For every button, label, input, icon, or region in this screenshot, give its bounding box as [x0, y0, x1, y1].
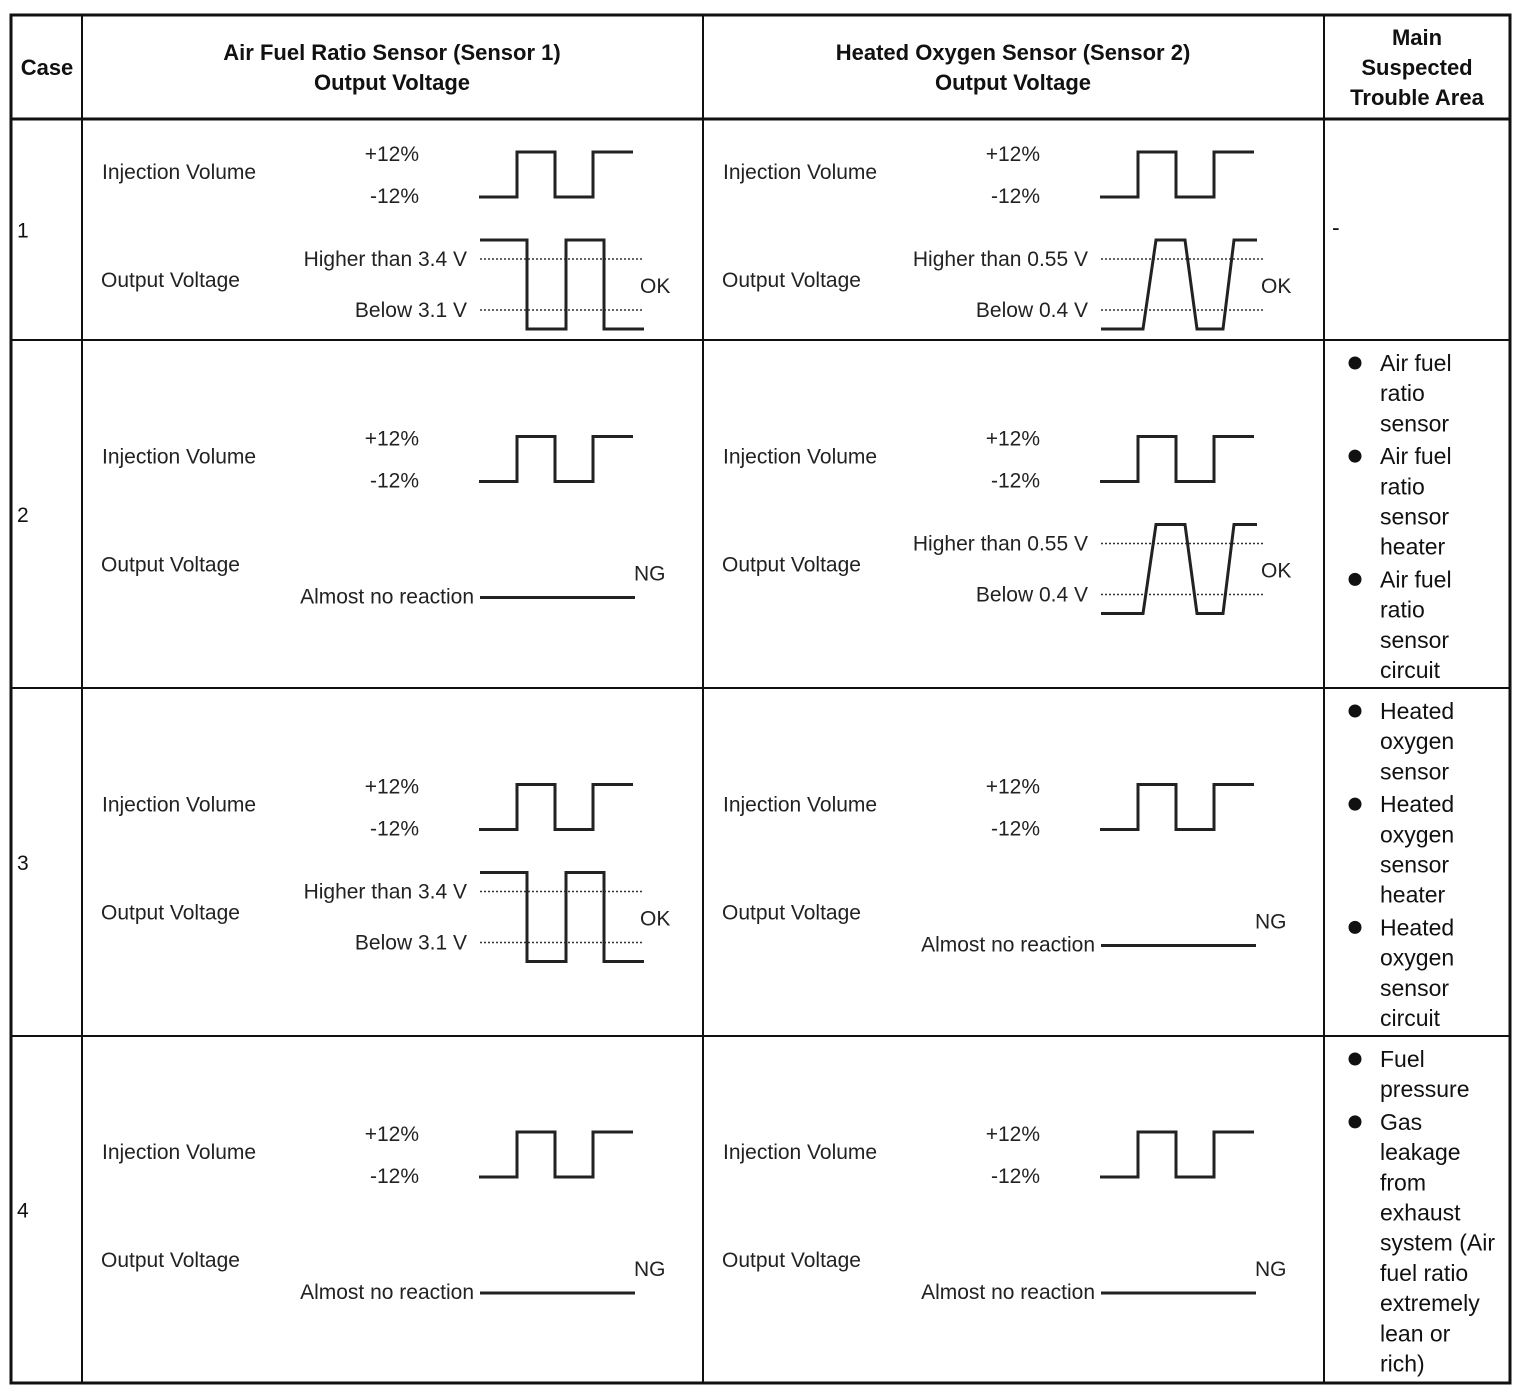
- table-body: [17, 143, 1495, 1377]
- trouble-area-item: sensor: [1380, 626, 1450, 653]
- trouble-area-item: Air fuel: [1380, 350, 1452, 376]
- injection-minus-label: -12%: [369, 1165, 419, 1188]
- output-voltage-label: Output Voltage: [101, 901, 240, 925]
- trouble-area-item: ratio: [1380, 380, 1425, 407]
- result-status: OK: [1261, 275, 1292, 298]
- injection-volume-label: Injection Volume: [723, 161, 878, 184]
- output-voltage-label: Output Voltage: [722, 901, 861, 925]
- voltage-low-threshold-label: Below 0.4 V: [975, 299, 1088, 322]
- trouble-area-item: Heated: [1380, 791, 1455, 818]
- voltage-high-threshold-label: Higher than 3.4 V: [303, 248, 467, 271]
- trouble-area-item: system (Air: [1380, 1229, 1495, 1256]
- result-status: NG: [1255, 1258, 1287, 1281]
- sensor1-panel: [101, 143, 670, 329]
- injection-waveform: [1100, 437, 1254, 482]
- trouble-area-item: exhaust: [1380, 1199, 1461, 1226]
- trouble-area-item: fuel ratio: [1380, 1259, 1469, 1286]
- result-status: NG: [634, 562, 666, 586]
- injection-waveform: [1100, 152, 1254, 197]
- output-voltage-waveform: [480, 240, 644, 329]
- injection-minus-label: -12%: [369, 185, 419, 208]
- injection-minus-label: -12%: [990, 1165, 1040, 1188]
- output-voltage-label: Output Voltage: [101, 553, 240, 577]
- output-voltage-label: Output Voltage: [722, 553, 861, 577]
- trouble-area-item: ratio: [1380, 596, 1425, 623]
- result-status: OK: [640, 275, 671, 298]
- header-case: Case: [20, 55, 74, 80]
- trouble-area-item: sensor: [1380, 503, 1450, 530]
- almost-no-reaction-label: Almost no reaction: [921, 933, 1095, 957]
- trouble-area-item: Air fuel: [1380, 443, 1452, 470]
- injection-waveform: [479, 1132, 633, 1177]
- injection-waveform: [479, 437, 633, 482]
- injection-minus-label: -12%: [990, 185, 1040, 208]
- trouble-area-item: sensor: [1380, 974, 1450, 1001]
- trouble-area-item: sensor: [1380, 851, 1450, 878]
- injection-waveform: [479, 785, 633, 830]
- voltage-high-threshold-label: Higher than 0.55 V: [912, 532, 1088, 556]
- trouble-area-item: circuit: [1380, 1005, 1441, 1031]
- bullet-icon: [1349, 450, 1362, 463]
- injection-plus-label: +12%: [985, 143, 1040, 166]
- trouble-area-item: Gas: [1380, 1108, 1423, 1135]
- bullet-icon: [1349, 798, 1362, 811]
- injection-plus-label: +12%: [985, 775, 1040, 799]
- result-status: OK: [640, 907, 671, 931]
- trouble-area-item: Heated: [1380, 914, 1455, 941]
- output-voltage-waveform: [1101, 525, 1257, 614]
- injection-minus-label: -12%: [369, 469, 419, 493]
- almost-no-reaction-label: Almost no reaction: [300, 585, 474, 609]
- header-sensor1-subtitle: Output Voltage: [313, 70, 471, 95]
- trouble-area-item: Fuel: [1380, 1046, 1425, 1072]
- injection-minus-label: -12%: [990, 469, 1040, 493]
- trouble-area-item: lean or: [1380, 1320, 1451, 1347]
- voltage-low-threshold-label: Below 3.1 V: [354, 299, 467, 322]
- injection-waveform: [479, 152, 633, 197]
- almost-no-reaction-label: Almost no reaction: [921, 1281, 1095, 1304]
- bullet-icon: [1349, 1053, 1362, 1066]
- header-sensor2-title: Heated Oxygen Sensor (Sensor 2): [835, 40, 1191, 65]
- injection-plus-label: +12%: [364, 1123, 419, 1146]
- bullet-icon: [1349, 705, 1362, 718]
- almost-no-reaction-label: Almost no reaction: [300, 1281, 474, 1304]
- case-number: 3: [17, 852, 29, 875]
- trouble-area-item: oxygen: [1380, 821, 1455, 848]
- output-voltage-label: Output Voltage: [101, 269, 240, 292]
- sensor1-panel: [101, 1123, 666, 1304]
- trouble-area-item: ratio: [1380, 473, 1425, 500]
- injection-volume-label: Injection Volume: [723, 793, 878, 817]
- table-grid: [11, 15, 1510, 1383]
- injection-volume-label: Injection Volume: [723, 1141, 878, 1164]
- trouble-area-item: leakage: [1380, 1139, 1461, 1166]
- trouble-area-item: oxygen: [1380, 728, 1455, 755]
- bullet-icon: [1349, 573, 1362, 586]
- sensor1-panel: [101, 428, 666, 609]
- injection-volume-label: Injection Volume: [102, 161, 257, 184]
- sensor2-panel: [722, 143, 1291, 329]
- case-number: 2: [17, 504, 29, 527]
- trouble-area-item: heater: [1380, 533, 1446, 560]
- injection-volume-label: Injection Volume: [102, 793, 257, 817]
- output-voltage-label: Output Voltage: [101, 1249, 240, 1272]
- trouble-area-item: Air fuel: [1380, 566, 1452, 593]
- trouble-area-item: Heated: [1380, 698, 1455, 724]
- trouble-area-item: heater: [1380, 881, 1446, 908]
- voltage-high-threshold-label: Higher than 3.4 V: [303, 880, 467, 904]
- voltage-low-threshold-label: Below 3.1 V: [354, 931, 467, 955]
- output-voltage-label: Output Voltage: [722, 1249, 861, 1272]
- trouble-area-item: extremely: [1380, 1290, 1480, 1317]
- trouble-area-item: pressure: [1380, 1076, 1470, 1103]
- injection-volume-label: Injection Volume: [102, 445, 257, 469]
- sensor1-panel: [101, 776, 670, 962]
- output-voltage-waveform: [1101, 240, 1257, 329]
- header-trouble-line2: Suspected: [1361, 55, 1473, 80]
- trouble-area-item: circuit: [1380, 657, 1441, 683]
- trouble-area-item: rich): [1380, 1350, 1425, 1377]
- injection-volume-label: Injection Volume: [102, 1141, 257, 1164]
- bullet-icon: [1349, 1115, 1362, 1128]
- injection-waveform: [1100, 1132, 1254, 1177]
- trouble-area-item: from: [1380, 1169, 1426, 1196]
- injection-volume-label: Injection Volume: [723, 445, 878, 469]
- sensor2-panel: [722, 428, 1291, 614]
- voltage-low-threshold-label: Below 0.4 V: [975, 583, 1088, 607]
- header-trouble-line3: Trouble Area: [1350, 85, 1484, 110]
- bullet-icon: [1349, 921, 1362, 934]
- sensor2-panel: [722, 1123, 1287, 1304]
- case-number: 1: [17, 219, 29, 243]
- header-sensor1-title: Air Fuel Ratio Sensor (Sensor 1): [223, 40, 561, 65]
- trouble-area-item: oxygen: [1380, 944, 1455, 971]
- bullet-icon: [1349, 357, 1362, 370]
- injection-plus-label: +12%: [985, 1123, 1040, 1146]
- header-row: [21, 25, 1485, 110]
- header-trouble-line1: Main: [1391, 25, 1443, 50]
- trouble-area-item: sensor: [1380, 410, 1450, 437]
- output-voltage-waveform: [480, 873, 644, 962]
- injection-minus-label: -12%: [990, 817, 1040, 841]
- sensor2-panel: [722, 776, 1287, 957]
- injection-waveform: [1100, 785, 1254, 830]
- injection-minus-label: -12%: [369, 817, 419, 841]
- voltage-high-threshold-label: Higher than 0.55 V: [912, 248, 1088, 271]
- result-status: NG: [1255, 910, 1287, 934]
- result-status: NG: [634, 1258, 666, 1281]
- case-number: 4: [17, 1199, 29, 1223]
- trouble-none: -: [1332, 214, 1340, 241]
- injection-plus-label: +12%: [364, 775, 419, 799]
- trouble-area-item: sensor: [1380, 758, 1450, 785]
- injection-plus-label: +12%: [985, 427, 1040, 451]
- result-status: OK: [1261, 559, 1292, 583]
- header-sensor2-subtitle: Output Voltage: [934, 70, 1092, 95]
- output-voltage-label: Output Voltage: [722, 269, 861, 292]
- injection-plus-label: +12%: [364, 143, 419, 166]
- injection-plus-label: +12%: [364, 427, 419, 451]
